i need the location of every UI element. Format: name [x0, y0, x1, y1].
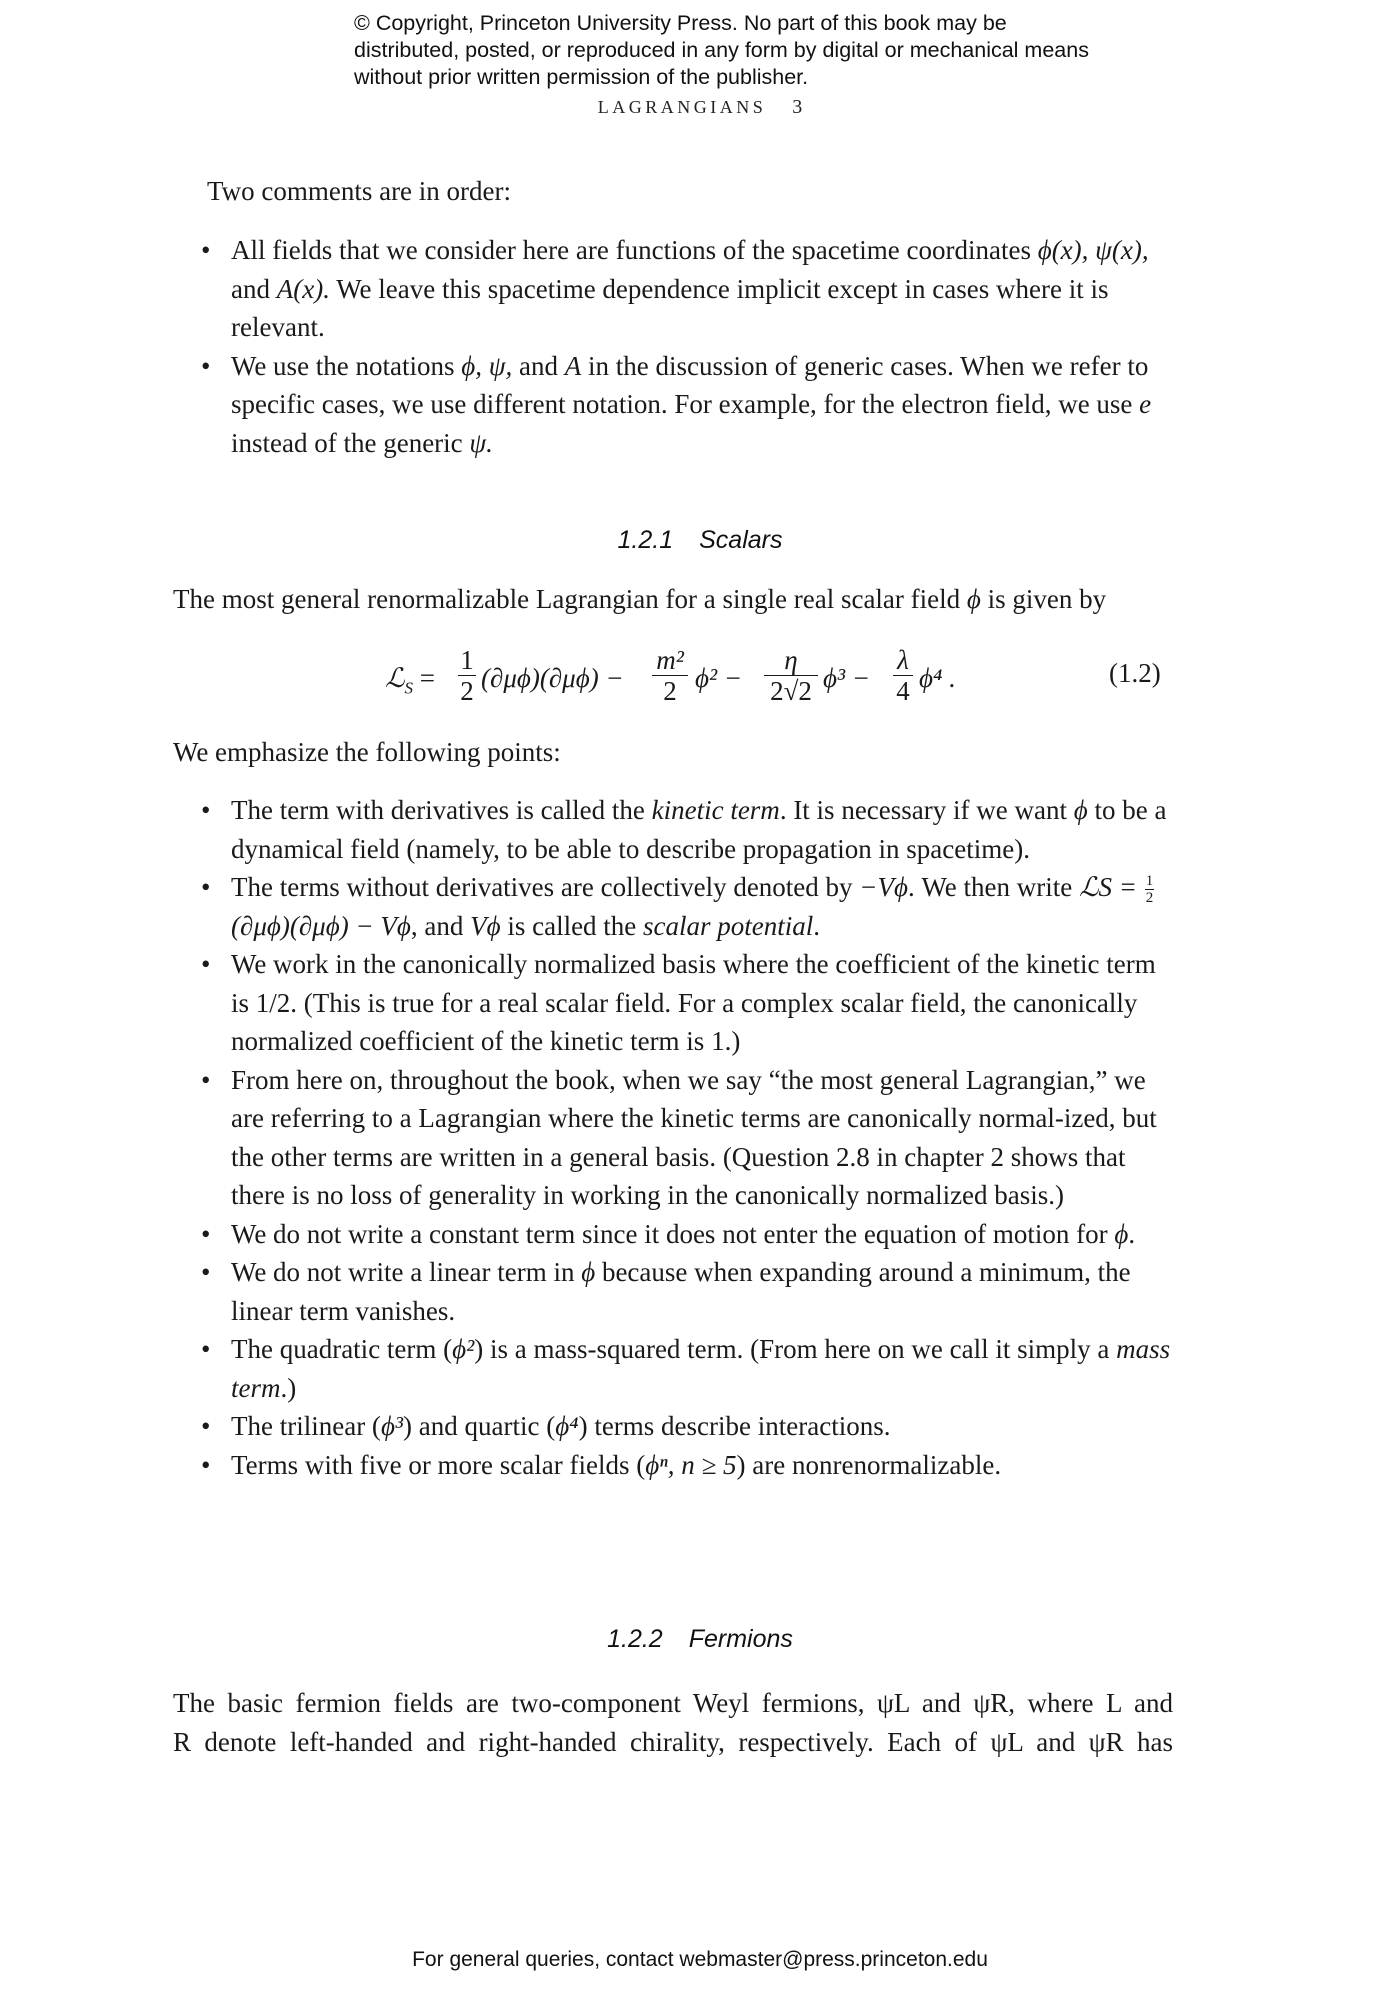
- section-number: 1.2.2: [607, 1625, 663, 1653]
- points-list: [173, 791, 1173, 1484]
- list-item: • We do not write a linear term in ϕ because when expanding around a minimum, the linear term vanishes.: [173, 1253, 1173, 1330]
- section-heading-scalars: [0, 526, 1400, 555]
- section-heading-fermions: [0, 1625, 1400, 1654]
- inline-frac-half: $\frac{1}{2}$: [1145, 873, 1154, 907]
- paragraph-line: The basic fermion fields are two-component Weyl fermions, ψL and ψR, where L and: [173, 1688, 1173, 1718]
- eq-quadratic-term: ϕ² −: [695, 663, 743, 693]
- list-item: • Terms with five or more scalar fields (ϕⁿ, n ≥ 5) are nonrenormalizable.: [173, 1446, 1173, 1485]
- eq-frac-eta: η 2√2: [763, 645, 819, 706]
- list-item: • The terms without derivatives are collectively denoted by −Vϕ. We then write ℒS = $\frac{1}{2}$ (∂μϕ)(∂μϕ) − Vϕ, and Vϕ is called the scalar potential.: [173, 868, 1173, 945]
- list-item: • The term with derivatives is called the kinetic term. It is necessary if we want ϕ to be a dynamical field (namely, to be able to describe propagation in spacetime).: [173, 791, 1173, 868]
- eq-frac-mass: m² 2: [650, 645, 690, 706]
- scalars-lead: The most general renormalizable Lagrangian for a single real scalar field ϕ is given by: [173, 584, 1107, 614]
- equation-number: (1.2): [1109, 658, 1161, 688]
- eq-kinetic-term: (∂μϕ)(∂μϕ) −: [481, 663, 624, 693]
- eq-quartic-term: ϕ⁴ .: [919, 663, 956, 693]
- eq-frac-lambda: λ 4: [891, 645, 915, 706]
- footer-contact: For general queries, contact webmaster@press.princeton.edu: [412, 1948, 988, 1971]
- comments-list: [173, 231, 1173, 462]
- list-item: • The quadratic term (ϕ²) is a mass-squared term. (From here on we call it simply a mass term.): [173, 1330, 1173, 1407]
- eq-frac-half: 1 2: [457, 645, 477, 706]
- section-number: 1.2.1: [617, 526, 674, 554]
- section-title: Scalars: [699, 526, 783, 554]
- running-head: [0, 96, 1400, 119]
- emphasize-lead: We emphasize the following points:: [173, 737, 561, 767]
- paragraph-line: R denote left-handed and right-handed chirality, respectively. Each of ψL and ψR has: [173, 1726, 1173, 1757]
- list-item: • All fields that we consider here are functions of the spacetime coordinates ϕ(x), ψ(x), and A(x). We leave this spacetime dependence implicit except in cases where it is relevant.: [173, 231, 1173, 347]
- list-item: • We work in the canonically normalized basis where the coefficient of the kinetic term is 1/2. (This is true for a real scalar field. For a complex scalar field, the canonically normalized coefficient of the kinetic term is 1.): [173, 945, 1173, 1061]
- copyright-notice: © Copyright, Princeton University Press. No part of this book may be distributed, posted, or reproduced in any form by digital or mechanical means without prior written permission of the publisher.: [354, 11, 1089, 89]
- page-number: 3: [792, 96, 803, 118]
- eq-cubic-term: ϕ³ −: [823, 663, 871, 693]
- eq-lhs: ℒ$_S$ =: [385, 663, 435, 698]
- fermions-paragraph: [173, 1684, 1173, 1761]
- equation-1-2: [385, 638, 1185, 718]
- list-item: • The trilinear (ϕ³) and quartic (ϕ⁴) terms describe interactions.: [173, 1407, 1173, 1446]
- list-item: • From here on, throughout the book, when we say “the most general Lagrangian,” we are referring to a Lagrangian where the kinetic terms are canonically normal-ized, but the other terms are written in a general basis. (Question 2.8 in chapter 2 shows that there is no loss of generality in working in the canonically normalized basis.): [173, 1061, 1173, 1215]
- list-item: • We do not write a constant term since it does not enter the equation of motion for ϕ.: [173, 1215, 1173, 1254]
- list-item: • We use the notations ϕ, ψ, and A in the discussion of generic cases. When we refer to specific cases, we use different notation. For example, for the electron field, we use e instead of the generic ψ.: [173, 347, 1173, 463]
- running-title: LAGRANGIANS: [597, 97, 767, 117]
- comments-lead: Two comments are in order:: [207, 176, 512, 206]
- section-title: Fermions: [688, 1625, 793, 1653]
